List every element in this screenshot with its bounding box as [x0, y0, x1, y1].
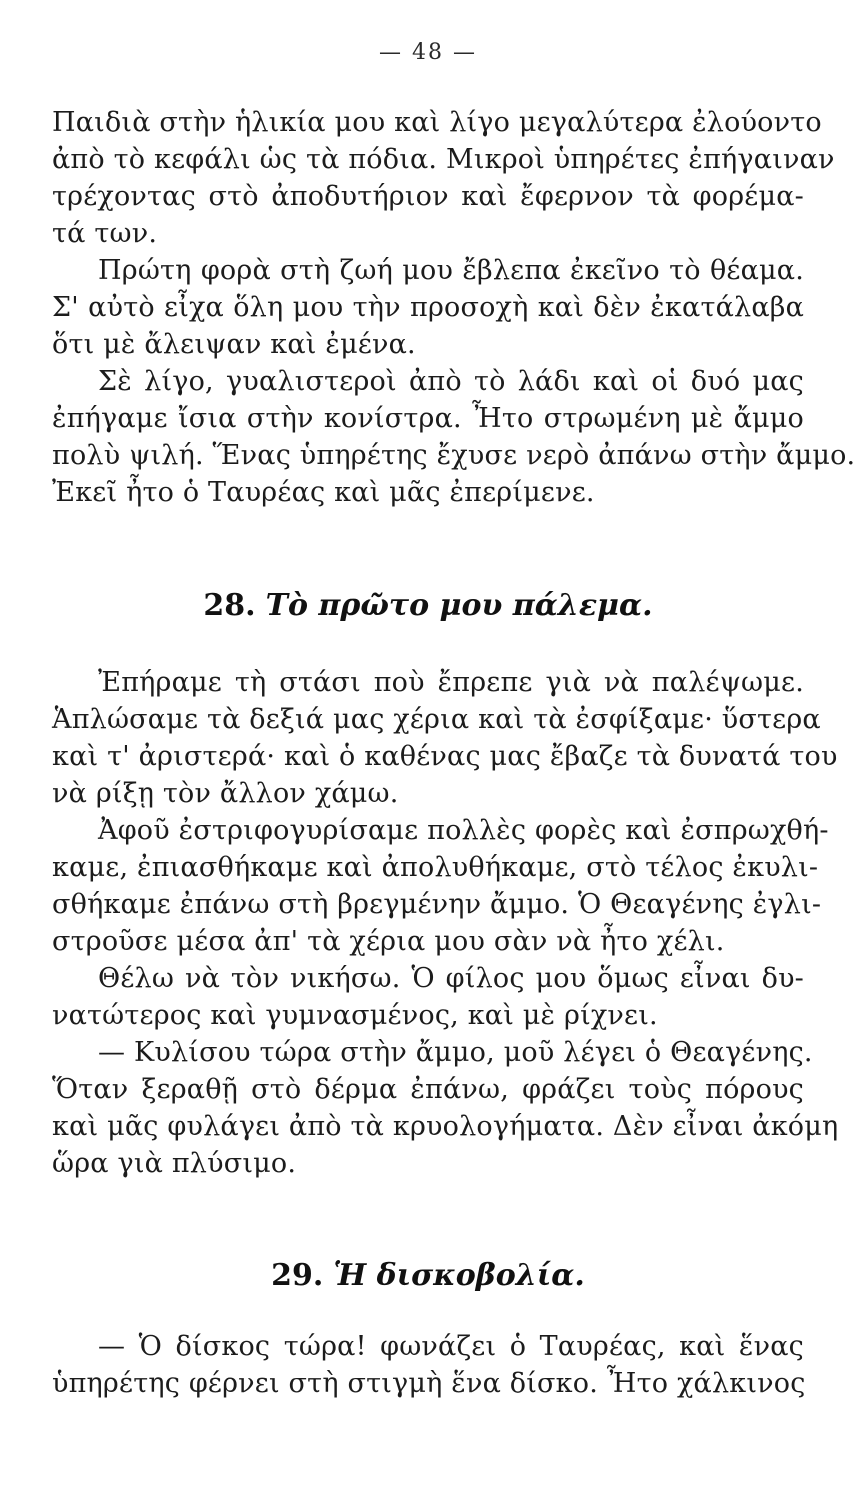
text-line: Ἀφοῦ ἐστριφογυρίσαμε πολλὲς φορὲς καὶ ἐσπρωχθή-	[98, 815, 829, 846]
paragraph-block-1	[52, 104, 856, 511]
text-line: — Κυλίσου τώρα στὴν ἄμμο, μοῦ λέγει ὁ Θεαγένης.	[98, 1037, 813, 1068]
section-number: 28.	[203, 588, 256, 623]
text-line: Ἐκεῖ ἦτο ὁ Ταυρέας καὶ μᾶς ἐπερίμενε.	[52, 477, 595, 508]
text-line: καμε, ἐπιασθήκαμε καὶ ἀπολυθήκαμε, στὸ τέλος ἐκυλι-	[52, 852, 819, 883]
paragraph-block-2	[52, 664, 839, 1182]
page-number: — 48 —	[379, 40, 477, 65]
section-title: Τὸ πρῶτο μου πάλεμα.	[265, 588, 653, 623]
text-line: Παιδιὰ στὴν ἡλικία μου καὶ λίγο μεγαλύτερα ἐλούοντο	[52, 107, 822, 138]
text-line: ἀπὸ τὸ κεφάλι ὡς τὰ πόδια. Μικροὶ ὑπηρέτες ἐπήγαιναν	[52, 144, 835, 175]
text-line: — Ὁ δίσκος τώρα! φωνάζει ὁ Ταυρέας, καὶ ἕνας	[98, 1331, 804, 1362]
text-line: Σ' αὐτὸ εἶχα ὅλη μου τὴν προσοχὴ καὶ δὲν ἐκατάλαβα	[52, 292, 804, 323]
text-line: νὰ ρίξῃ τὸν ἄλλον χάμω.	[52, 778, 399, 809]
text-line: ὥρα γιὰ πλύσιμο.	[52, 1148, 297, 1179]
text-line: στροῦσε μέσα ἀπ' τὰ χέρια μου σὰν νὰ ἦτο χέλι.	[52, 926, 725, 957]
text-line: καὶ τ' ἀριστερά· καὶ ὁ καθένας μας ἔβαζε τὰ δυνατά του	[52, 741, 838, 772]
text-line: Σὲ λίγο, γυαλιστεροὶ ἀπὸ τὸ λάδι καὶ οἱ δυό μας	[98, 366, 804, 397]
text-line: ὑπηρέτης φέρνει στὴ στιγμὴ ἕνα δίσκο. Ἦτο χάλκινος	[52, 1368, 806, 1399]
text-line: σθήκαμε ἐπάνω στὴ βρεγμένην ἄμμο. Ὁ Θεαγένης ἐγλι-	[52, 889, 822, 920]
text-line: Ἐπήραμε τὴ στάσι ποὺ ἔπρεπε γιὰ νὰ παλέψωμε.	[98, 667, 804, 698]
text-line: Πρώτη φορὰ στὴ ζωή μου ἔβλεπα ἐκεῖνο τὸ θέαμα.	[98, 255, 804, 286]
section-heading-29	[0, 1258, 856, 1293]
text-line: Ὅταν ξεραθῇ στὸ δέρμα ἐπάνω, φράζει τοὺς πόρους	[52, 1074, 804, 1105]
text-line: νατώτερος καὶ γυμνασμένος, καὶ μὲ ρίχνει.	[52, 1000, 658, 1031]
text-line: τρέχοντας στὸ ἀποδυτήριον καὶ ἔφερνον τὰ φορέμα-	[52, 181, 804, 212]
text-line: Ἁπλώσαμε τὰ δεξιά μας χέρια καὶ τὰ ἐσφίξαμε· ὕστερα	[52, 704, 821, 735]
text-line: ἐπήγαμε ἴσια στὴν κονίστρα. Ἦτο στρωμένη μὲ ἄμμο	[52, 403, 804, 434]
text-line: πολὺ ψιλή. Ἕνας ὑπηρέτης ἔχυσε νερὸ ἀπάνω στὴν ἄμμο.	[52, 440, 856, 471]
paragraph-block-3	[52, 1328, 804, 1402]
section-heading-28	[0, 588, 856, 623]
text-line: τά των.	[52, 218, 158, 249]
section-number: 29.	[271, 1258, 324, 1293]
text-line: ὅτι μὲ ἄλειψαν καὶ ἐμένα.	[52, 329, 416, 360]
text-line: Θέλω νὰ τὸν νικήσω. Ὁ φίλος μου ὅμως εἶναι δυ-	[98, 963, 804, 994]
text-line: καὶ μᾶς φυλάγει ἀπὸ τὰ κρυολογήματα. Δὲν εἶναι ἀκόμη	[52, 1111, 839, 1142]
section-title: Ἡ δισκοβολία.	[333, 1258, 585, 1293]
